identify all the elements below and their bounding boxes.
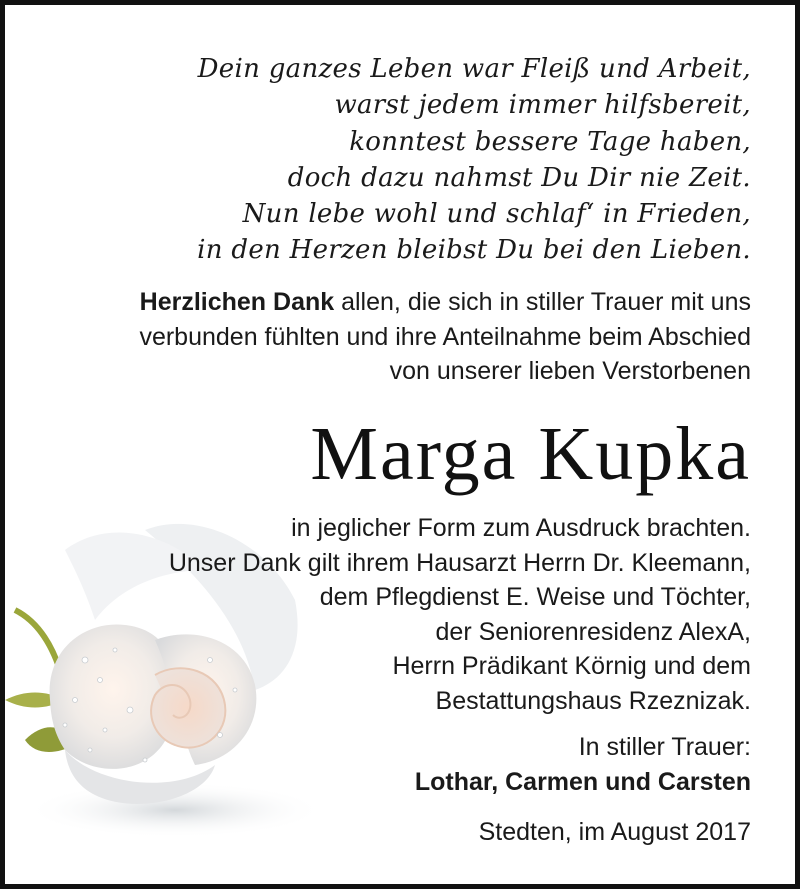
thanks-line-rest: allen, die sich in stiller Trauer mit uns <box>334 288 751 316</box>
poem-line: doch dazu nahmst Du Dir nie Zeit. <box>287 162 751 193</box>
acknowledgement-line: Herrn Prädikant Körnig und dem <box>392 652 751 680</box>
poem-line: in den Herzen bleibst Du bei den Lieben. <box>197 235 751 266</box>
place-date: Stedten, im August 2017 <box>478 818 751 846</box>
acknowledgement-line: in jeglicher Form zum Ausdruck brachten. <box>291 514 751 542</box>
poem-line: warst jedem immer hilfsbereit, <box>334 90 751 121</box>
thanks-line: von unserer lieben Verstorbenen <box>389 357 751 385</box>
poem-line: Dein ganzes Leben war Fleiß und Arbeit, <box>197 54 751 84</box>
acknowledgement-line: dem Pflegdienst E. Weise und Töchter, <box>319 583 751 611</box>
thanks-paragraph <box>139 285 751 389</box>
signature-block <box>415 730 751 799</box>
deceased-name: Marga Kupka <box>310 412 751 496</box>
thanks-line: verbunden fühlten und ihre Anteilnahme beim Abschied <box>139 322 751 351</box>
signature-family: Lothar, Carmen und Carsten <box>414 767 751 796</box>
signature-intro: In stiller Trauer: <box>578 733 751 761</box>
thanks-line <box>139 285 751 320</box>
acknowledgement-line: Unser Dank gilt ihrem Hausarzt Herrn Dr. Kleemann, <box>168 548 751 577</box>
thanks-bold: Herzlichen Dank <box>139 288 335 316</box>
poem-line: Nun lebe wohl und schlaf‘ in Frieden, <box>242 199 751 230</box>
acknowledgement-line: Bestattungshaus Rzeznizak. <box>435 686 751 715</box>
acknowledgement-line: der Seniorenresidenz AlexA, <box>435 617 751 646</box>
acknowledgement-paragraph <box>169 511 751 718</box>
poem <box>197 51 751 269</box>
poem-line: konntest bessere Tage haben, <box>349 126 751 157</box>
